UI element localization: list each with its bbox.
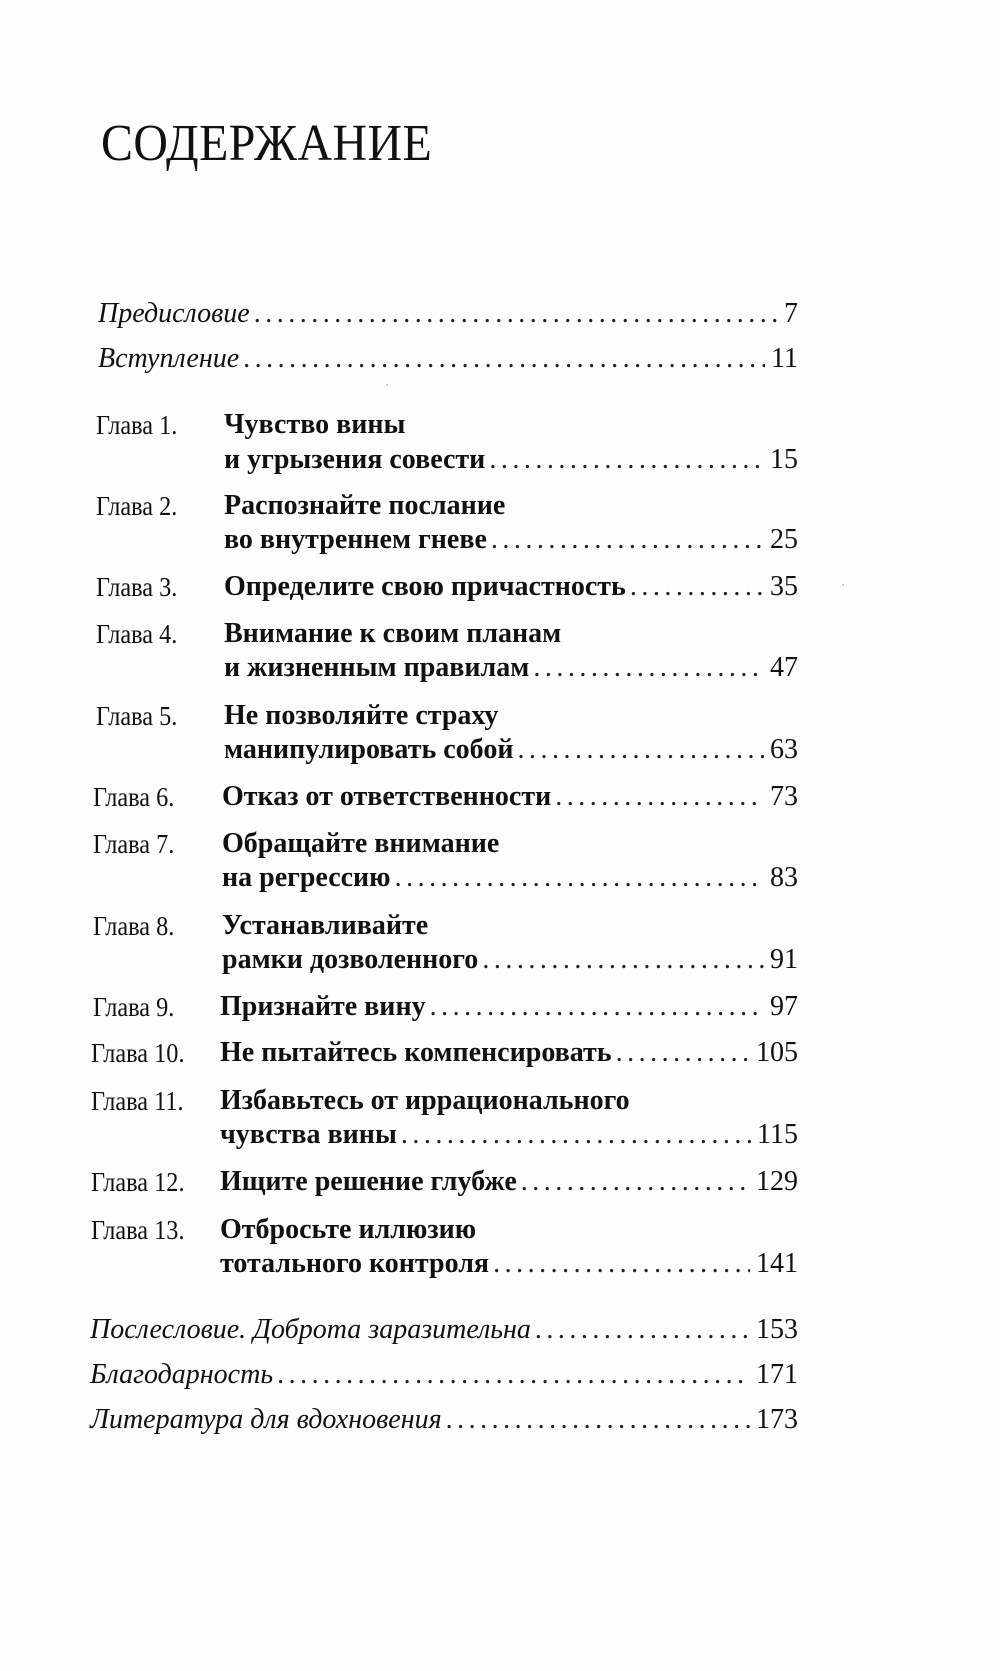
chapter-label: Глава 11. bbox=[91, 1086, 184, 1116]
scan-speck bbox=[386, 384, 388, 386]
chapter-title-line: Признайте вину bbox=[220, 991, 426, 1022]
chapter-label: Глава 5. bbox=[96, 701, 178, 731]
page-number: 73 bbox=[770, 781, 798, 812]
page-number: 141 bbox=[756, 1248, 798, 1279]
leader-dots bbox=[489, 443, 764, 477]
chapter-title-line: рамки дозволенного bbox=[222, 944, 479, 975]
leader-dots bbox=[630, 570, 764, 604]
page-number: 171 bbox=[756, 1359, 798, 1390]
chapter-label: Глава 8. bbox=[93, 911, 175, 941]
toc-entry-chapter-6[interactable] bbox=[222, 780, 798, 814]
leader-dots bbox=[401, 1118, 751, 1152]
page-number: 11 bbox=[771, 343, 798, 374]
chapter-label: Глава 3. bbox=[96, 572, 178, 602]
page-number: 97 bbox=[770, 991, 798, 1022]
toc-entry-chapter-5[interactable] bbox=[224, 733, 798, 767]
page-title: СОДЕРЖАНИЕ bbox=[101, 115, 433, 172]
toc-entry-afterword[interactable] bbox=[90, 1313, 798, 1347]
chapter-title-line: чувства вины bbox=[220, 1119, 397, 1150]
chapter-title-line[interactable]: Чувство вины bbox=[224, 409, 406, 440]
toc-entry-chapter-2[interactable] bbox=[224, 523, 798, 557]
page-number: 153 bbox=[756, 1314, 798, 1345]
page-number: 7 bbox=[784, 298, 798, 329]
entry-title: Литература для вдохновения bbox=[90, 1404, 442, 1435]
leader-dots bbox=[535, 1313, 750, 1347]
toc-entry-chapter-13[interactable] bbox=[220, 1247, 798, 1281]
leader-dots bbox=[430, 990, 764, 1024]
leader-dots bbox=[395, 861, 764, 895]
chapter-label: Глава 2. bbox=[96, 491, 178, 521]
chapter-label: Глава 9. bbox=[93, 992, 175, 1022]
leader-dots bbox=[491, 523, 764, 557]
leader-dots bbox=[555, 780, 764, 814]
page-number: 63 bbox=[770, 734, 798, 765]
entry-title: Вступление bbox=[98, 343, 240, 374]
toc-entry-chapter-11[interactable] bbox=[220, 1118, 798, 1152]
page-number: 47 bbox=[770, 652, 798, 683]
toc-entry-chapter-3[interactable] bbox=[224, 570, 798, 604]
page-number: 35 bbox=[770, 571, 798, 602]
chapter-title-line[interactable]: Избавьтесь от иррационального bbox=[220, 1085, 630, 1116]
page-number: 129 bbox=[756, 1166, 798, 1197]
chapter-label: Глава 12. bbox=[91, 1167, 185, 1197]
leader-dots bbox=[533, 651, 764, 685]
toc-entry-chapter-4[interactable] bbox=[224, 651, 798, 685]
chapter-label: Глава 6. bbox=[93, 782, 175, 812]
scan-speck bbox=[842, 584, 844, 586]
chapter-title-line: манипулировать собой bbox=[224, 734, 514, 765]
toc-entry-literature[interactable] bbox=[90, 1403, 798, 1437]
leader-dots bbox=[446, 1403, 750, 1437]
toc-entry-preface[interactable] bbox=[98, 297, 798, 331]
chapter-title-line: и угрызения совести bbox=[224, 444, 486, 475]
chapter-title-line: и жизненным правилам bbox=[224, 652, 530, 683]
chapter-title-line[interactable]: Распознайте послание bbox=[224, 490, 506, 521]
chapter-title-line[interactable]: Внимание к своим планам bbox=[224, 618, 562, 649]
chapter-title-line: Не пытайтесь компенсировать bbox=[220, 1037, 612, 1068]
chapter-title-line[interactable]: Обращайте внимание bbox=[222, 828, 500, 859]
entry-title: Благодарность bbox=[90, 1359, 274, 1390]
toc-entry-chapter-9[interactable] bbox=[220, 990, 798, 1024]
leader-dots bbox=[243, 342, 765, 376]
leader-dots bbox=[254, 297, 778, 331]
entry-title: Послесловие. Доброта заразительна bbox=[90, 1314, 531, 1345]
chapter-title-line[interactable]: Отбросьте иллюзию bbox=[220, 1214, 477, 1245]
toc-entry-chapter-10[interactable] bbox=[220, 1036, 798, 1070]
page-number: 105 bbox=[756, 1037, 798, 1068]
page-number: 83 bbox=[770, 862, 798, 893]
leader-dots bbox=[616, 1036, 750, 1070]
chapter-title-line: Ищите решение глубже bbox=[220, 1166, 517, 1197]
chapter-title-line: Отказ от ответственности bbox=[222, 781, 552, 812]
leader-dots bbox=[493, 1247, 750, 1281]
chapter-label: Глава 4. bbox=[96, 619, 178, 649]
page-number: 91 bbox=[770, 944, 798, 975]
chapter-title-line: на регрессию bbox=[222, 862, 391, 893]
toc-entry-chapter-1[interactable] bbox=[224, 443, 798, 477]
leader-dots bbox=[277, 1358, 750, 1392]
page-number: 173 bbox=[756, 1404, 798, 1435]
leader-dots bbox=[521, 1165, 750, 1199]
leader-dots bbox=[517, 733, 764, 767]
toc-entry-chapter-8[interactable] bbox=[222, 943, 798, 977]
chapter-title-line: тотального контроля bbox=[220, 1248, 490, 1279]
chapter-title-line[interactable]: Устанавливайте bbox=[222, 910, 429, 941]
toc-entry-chapter-7[interactable] bbox=[222, 861, 798, 895]
chapter-title-line: Определите свою причастность bbox=[224, 571, 626, 602]
toc-entry-introduction[interactable] bbox=[98, 342, 798, 376]
page-number: 15 bbox=[770, 444, 798, 475]
chapter-label: Глава 10. bbox=[91, 1038, 185, 1068]
chapter-title-line: во внутреннем гневе bbox=[224, 524, 487, 555]
toc-entry-chapter-12[interactable] bbox=[220, 1165, 798, 1199]
page-number: 25 bbox=[770, 524, 798, 555]
chapter-label: Глава 1. bbox=[96, 410, 178, 440]
leader-dots bbox=[482, 943, 764, 977]
entry-title: Предисловие bbox=[98, 298, 250, 329]
toc-entry-acknowledgements[interactable] bbox=[90, 1358, 798, 1392]
chapter-label: Глава 7. bbox=[93, 829, 175, 859]
chapter-label: Глава 13. bbox=[91, 1215, 185, 1245]
chapter-title-line[interactable]: Не позволяйте страху bbox=[224, 700, 499, 731]
page-number: 115 bbox=[757, 1119, 798, 1150]
